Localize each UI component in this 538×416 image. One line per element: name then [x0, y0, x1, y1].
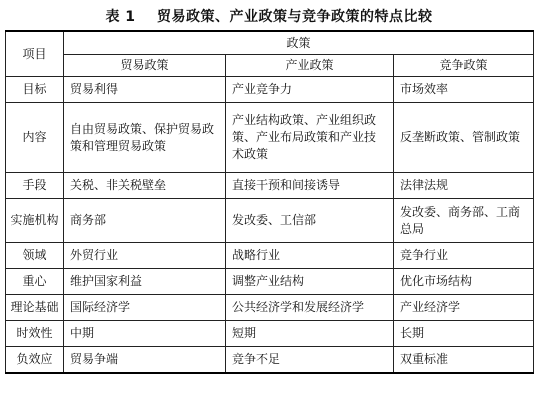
table-cell: 长期 [394, 321, 534, 347]
table-cell: 直接干预和间接诱导 [226, 173, 394, 199]
table-cell: 公共经济学和发展经济学 [226, 295, 394, 321]
table-cell: 短期 [226, 321, 394, 347]
table-row [6, 173, 534, 199]
table-cell: 法律法规 [394, 173, 534, 199]
table-row [6, 347, 534, 373]
table-cell: 双重标准 [394, 347, 534, 373]
table-row [6, 199, 534, 243]
header-trade-policy: 贸易政策 [64, 55, 226, 77]
row-label: 实施机构 [6, 199, 64, 243]
table-cell: 调整产业结构 [226, 269, 394, 295]
table-cell: 发改委、工信部 [226, 199, 394, 243]
header-industrial-policy: 产业政策 [226, 55, 394, 77]
table-row [6, 77, 534, 103]
header-item: 项目 [6, 31, 64, 77]
row-label: 负效应 [6, 347, 64, 373]
table-cell: 贸易利得 [64, 77, 226, 103]
table-cell: 维护国家利益 [64, 269, 226, 295]
table-cell: 市场效率 [394, 77, 534, 103]
table-cell: 贸易争端 [64, 347, 226, 373]
row-label: 领域 [6, 243, 64, 269]
table-row [6, 269, 534, 295]
row-label: 时效性 [6, 321, 64, 347]
table-row [6, 295, 534, 321]
table-row [6, 321, 534, 347]
table-cell: 商务部 [64, 199, 226, 243]
row-label: 手段 [6, 173, 64, 199]
header-policy-group: 政策 [64, 31, 534, 55]
table-cell: 产业结构政策、产业组织政策、产业布局政策和产业技术政策 [226, 103, 394, 173]
table-cell: 产业竞争力 [226, 77, 394, 103]
table-cell: 国际经济学 [64, 295, 226, 321]
table-row [6, 243, 534, 269]
table-title: 表 1 贸易政策、产业政策与竞争政策的特点比较 [105, 9, 433, 25]
row-label: 重心 [6, 269, 64, 295]
table-cell: 反垄断政策、管制政策 [394, 103, 534, 173]
table-cell: 战略行业 [226, 243, 394, 269]
table-cell: 产业经济学 [394, 295, 534, 321]
table-cell: 关税、非关税壁垒 [64, 173, 226, 199]
row-label: 内容 [6, 103, 64, 173]
table-cell: 竞争不足 [226, 347, 394, 373]
table-cell: 自由贸易政策、保护贸易政策和管理贸易政策 [64, 103, 226, 173]
table-cell: 外贸行业 [64, 243, 226, 269]
table-cell: 发改委、商务部、工商总局 [394, 199, 534, 243]
row-label: 目标 [6, 77, 64, 103]
table-cell: 优化市场结构 [394, 269, 534, 295]
header-competition-policy: 竞争政策 [394, 55, 534, 77]
table-row [6, 103, 534, 173]
row-label: 理论基础 [6, 295, 64, 321]
policy-comparison-table [5, 30, 534, 374]
table-cell: 中期 [64, 321, 226, 347]
table-cell: 竞争行业 [394, 243, 534, 269]
